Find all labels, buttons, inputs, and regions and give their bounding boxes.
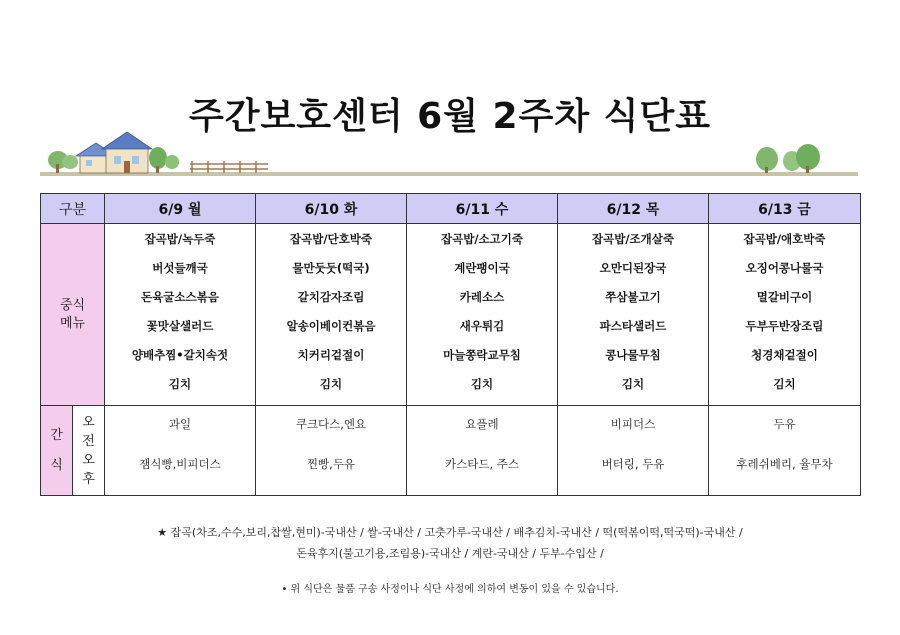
snack-pm-item: 잼식빵,비피더스 [139, 457, 221, 471]
lunch-item: 두부두반장조림 [745, 319, 824, 333]
snack-pm-item: 카스타드, 주스 [445, 457, 519, 471]
snack-cell [105, 406, 256, 496]
tree-icon [62, 155, 78, 169]
snack-time-char: 전 [82, 433, 95, 449]
snack-row [41, 406, 861, 496]
origin-note-line: ★ 잡곡(차조,수수,보리,찹쌀,현미)-국내산 / 쌀-국내산 / 고춧가루-국내산 / 배추김치-국내산 / 떡(떡볶이떡,떡국떡)-국내산 / [157, 526, 743, 539]
snack-cell [709, 406, 861, 496]
change-footnote: • 위 식단은 물품 구송 사정이나 식단 사정에 의하여 변동이 있을 수 있습니다. [281, 584, 619, 595]
lunch-item: 잡곡밥/녹두죽 [144, 232, 216, 246]
page-title: 주간보호센터 6월 2주차 식단표 [188, 96, 711, 137]
lunch-item: 오만디된장국 [599, 261, 667, 275]
lunch-item: 갈치감자조림 [297, 290, 365, 304]
lunch-item: 양배추찜•갈치속젓 [131, 348, 229, 362]
lunch-item: 멸갈비구이 [756, 290, 813, 304]
snack-am-item: 과일 [168, 417, 192, 431]
origin-notes [0, 522, 900, 564]
lunch-item: 김치 [470, 377, 494, 391]
lunch-item: 쭈삼불고기 [605, 290, 661, 304]
lunch-item: 마늘쫑락교무침 [443, 348, 521, 362]
lunch-cell [105, 224, 256, 406]
lunch-item: 버섯들깨국 [152, 261, 208, 275]
lunch-cell [709, 224, 861, 406]
header-day: 6/9 월 [105, 194, 256, 224]
snack-am-item: 요플레 [465, 417, 499, 431]
lunch-item: 잡곡밥/조개살죽 [592, 232, 674, 246]
lunch-item: 새우튀김 [459, 319, 505, 333]
header-day: 6/13 금 [709, 194, 861, 224]
lunch-item: 꽃맛살샐러드 [146, 319, 214, 333]
lunch-item: 김치 [621, 377, 645, 391]
snack-time-label [73, 406, 105, 496]
lunch-label-line: 중식 [59, 297, 86, 313]
lunch-item: 오징어콩나물국 [745, 261, 824, 275]
lunch-item: 파스타샐러드 [599, 319, 667, 333]
snack-pm-item: 찐빵,두유 [306, 457, 356, 471]
lunch-item: 콩나물무침 [605, 348, 661, 362]
lunch-item: 카레소스 [459, 290, 505, 304]
snack-label-char: 식 [50, 457, 63, 473]
origin-note-line: 돈육후지(불고기용,조림용)-국내산 / 계란-국내산 / 두부-수입산 / [296, 547, 604, 560]
snack-pm-item: 후레쉬베리, 율무차 [736, 457, 833, 471]
lunch-item: 치커리겉절이 [297, 348, 365, 362]
snack-cell [256, 406, 407, 496]
lunch-label-line: 메뉴 [59, 315, 86, 331]
snack-am-item: 두유 [773, 417, 796, 431]
snack-label-char: 간 [50, 427, 63, 443]
snack-am-item: 비피더스 [610, 417, 656, 431]
header-day: 6/10 화 [256, 194, 407, 224]
tree-icon [756, 147, 778, 173]
snack-cell [558, 406, 709, 496]
lunch-item: 계란팽이국 [454, 261, 510, 275]
lunch-item: 잡곡밥/애호박죽 [743, 232, 826, 246]
tree-icon [796, 144, 820, 173]
lunch-item: 알송이베이컨볶음 [286, 319, 376, 333]
lunch-item: 잡곡밥/소고기죽 [441, 232, 523, 246]
fence-icon [190, 161, 268, 173]
lunch-cell [558, 224, 709, 406]
lunch-item: 돈육굴소스볶음 [141, 290, 219, 304]
meal-table [40, 193, 861, 496]
lunch-cell [256, 224, 407, 406]
house-icon [76, 132, 152, 173]
tree-icon [165, 155, 179, 169]
lunch-item: 김치 [773, 377, 796, 391]
village-illustration [40, 128, 858, 188]
snack-time-char: 오 [82, 452, 95, 468]
snack-am-item: 쿠크다스,엔요 [295, 417, 367, 431]
lunch-item: 잡곡밥/단호박죽 [290, 232, 372, 246]
snack-cell [407, 406, 558, 496]
header-day: 6/12 목 [558, 194, 709, 224]
lunch-label [41, 224, 105, 406]
lunch-cell [407, 224, 558, 406]
header-gubun: 구분 [41, 194, 105, 224]
header-day: 6/11 수 [407, 194, 558, 224]
header-row [41, 194, 861, 224]
lunch-item: 김치 [319, 377, 343, 391]
lunch-item: 김치 [168, 377, 192, 391]
snack-pm-item: 버터링, 두유 [601, 457, 665, 471]
snack-time-char: 후 [82, 471, 95, 487]
lunch-row [41, 224, 861, 406]
tree-icon [149, 147, 167, 173]
lunch-item: 물만둣둣(떡국) [292, 261, 370, 275]
snack-time-char: 오 [82, 414, 95, 430]
snack-label [41, 406, 73, 496]
ground-strip [40, 172, 858, 176]
lunch-item: 청경채겉절이 [751, 348, 818, 362]
